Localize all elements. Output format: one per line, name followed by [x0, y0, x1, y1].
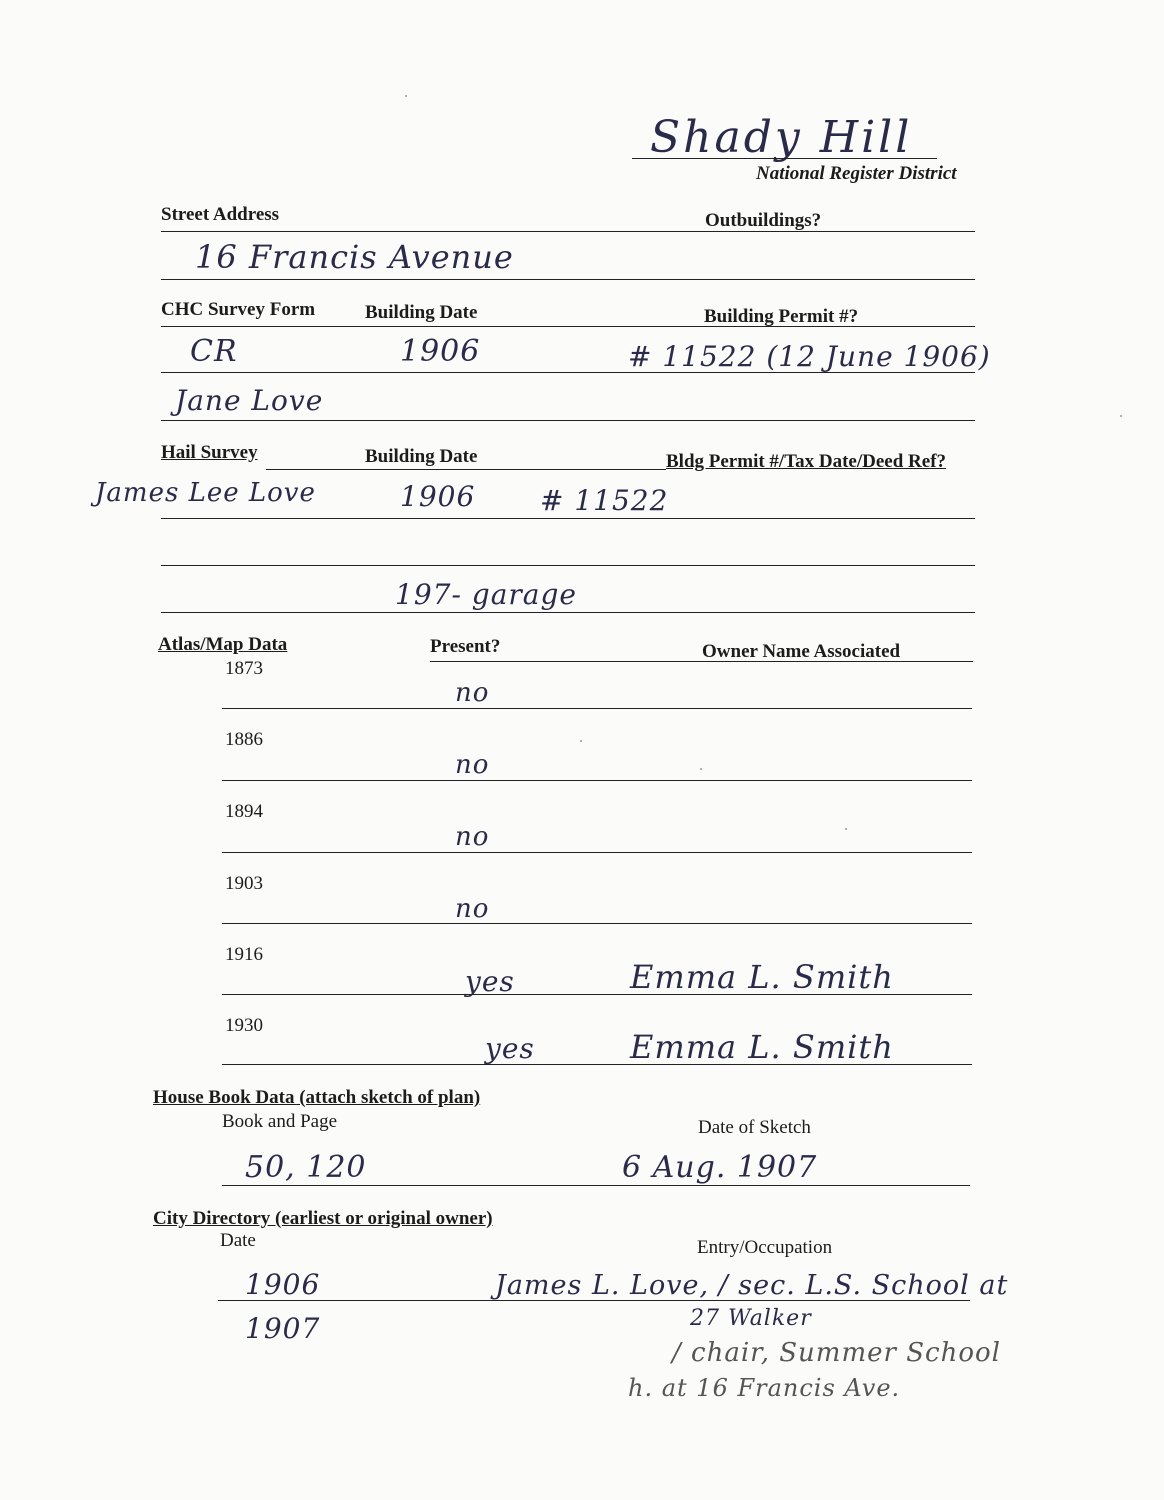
house-book-sketch-value: 6 Aug. 1907	[622, 1150, 818, 1185]
atlas-row-line	[222, 1064, 972, 1065]
atlas-row-line	[222, 923, 972, 924]
city-directory-entry-label: Entry/Occupation	[697, 1237, 833, 1258]
district-handwritten: Shady Hill	[650, 112, 913, 163]
city-directory-entry-2: 27 Walker	[690, 1306, 812, 1331]
district-label: National Register District	[756, 163, 957, 184]
hail-header-line	[266, 469, 666, 470]
city-directory-date-label: Date	[220, 1230, 256, 1251]
chc-building-date-label: Building Date	[365, 302, 478, 323]
atlas-year: 1886	[225, 729, 263, 750]
atlas-row-line	[222, 852, 972, 853]
hail-permit-value: # 11522	[540, 484, 669, 517]
chc-permit-value: # 11522 (12 June 1906)	[628, 340, 991, 373]
hail-ref-label: Bldg Permit #/Tax Date/Deed Ref?	[666, 451, 947, 472]
house-book-page-value: 50, 120	[245, 1150, 367, 1185]
atlas-year: 1930	[225, 1015, 263, 1036]
scan-speck	[405, 95, 407, 97]
chc-permit-label: Building Permit #?	[704, 306, 859, 327]
atlas-label: Atlas/Map Data	[158, 634, 288, 655]
atlas-row-line	[222, 780, 972, 781]
chc-header-line	[161, 326, 975, 327]
chc-date-value: 1906	[400, 334, 481, 369]
city-directory-line	[218, 1300, 970, 1301]
atlas-owner-value: Emma L. Smith	[630, 1028, 894, 1066]
hail-owner-value: James Lee Love	[95, 478, 316, 508]
atlas-present-value: yes	[485, 1032, 535, 1065]
scan-speck	[580, 740, 582, 742]
chc-survey-label: CHC Survey Form	[161, 299, 316, 320]
city-directory-date-2: 1907	[245, 1312, 321, 1345]
street-header-line	[161, 231, 975, 232]
hail-date-value: 1906	[400, 480, 476, 513]
house-book-label: House Book Data (attach sketch of plan)	[153, 1087, 481, 1108]
atlas-present-value: no	[455, 678, 490, 708]
scan-speck	[700, 768, 702, 770]
outbuildings-label: Outbuildings?	[705, 210, 822, 231]
atlas-present-value: no	[455, 822, 490, 852]
atlas-row-line	[222, 708, 972, 709]
chc-owner-value: Jane Love	[175, 384, 324, 417]
chc-value-line-1	[161, 372, 975, 373]
hail-value-line-2	[161, 565, 975, 566]
atlas-year: 1903	[225, 873, 263, 894]
street-address-label: Street Address	[161, 204, 280, 225]
atlas-row-line	[222, 994, 972, 995]
atlas-year: 1916	[225, 944, 263, 965]
atlas-year: 1894	[225, 801, 263, 822]
atlas-present-value: yes	[465, 965, 515, 998]
chc-form-value: CR	[190, 334, 238, 369]
street-value-line	[161, 279, 975, 280]
atlas-present-label: Present?	[430, 636, 501, 657]
atlas-year: 1873	[225, 658, 263, 679]
district-line	[632, 158, 937, 159]
hail-garage-value: 197- garage	[395, 578, 577, 611]
scan-speck	[1120, 415, 1122, 417]
city-directory-entry-3: / chair, Summer School	[672, 1338, 1001, 1368]
atlas-header-line	[430, 661, 973, 662]
hail-building-date-label: Building Date	[365, 446, 478, 467]
city-directory-date-1: 1906	[245, 1268, 321, 1301]
chc-value-line-2	[161, 420, 975, 421]
atlas-present-value: no	[455, 894, 490, 924]
atlas-present-value: no	[455, 750, 490, 780]
city-directory-label: City Directory (earliest or original owner)	[153, 1208, 493, 1229]
street-address-value: 16 Francis Avenue	[195, 238, 514, 276]
atlas-owner-label: Owner Name Associated	[702, 641, 901, 662]
atlas-owner-value: Emma L. Smith	[630, 958, 894, 996]
house-book-sketch-label: Date of Sketch	[698, 1117, 811, 1138]
house-book-line	[222, 1185, 970, 1186]
city-directory-entry-1: James L. Love, / sec. L.S. School at	[495, 1270, 1009, 1301]
city-directory-entry-4: h. at 16 Francis Ave.	[628, 1374, 901, 1402]
house-book-page-label: Book and Page	[222, 1111, 338, 1132]
hail-value-line-3	[161, 612, 975, 613]
scan-speck	[845, 828, 847, 830]
hail-value-line-1	[161, 518, 975, 519]
hail-survey-label: Hail Survey	[161, 442, 258, 463]
